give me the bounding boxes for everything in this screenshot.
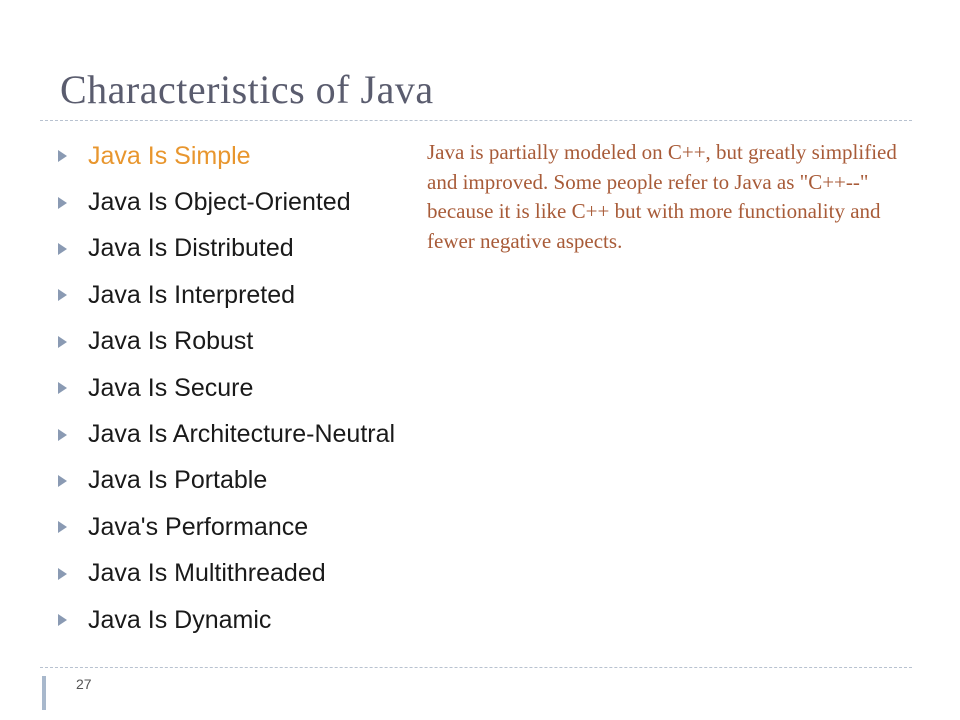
bullet-item <box>56 458 395 504</box>
page-number: 27 <box>76 676 92 692</box>
footer-accent-bar <box>42 676 46 710</box>
bullet-item <box>56 365 395 411</box>
bullet-item <box>56 411 395 457</box>
bullet-item <box>56 179 395 225</box>
bullet-text: Java Is Robust <box>88 327 254 356</box>
bullet-text: Java's Performance <box>88 512 309 541</box>
triangle-right-icon <box>58 289 67 301</box>
triangle-right-icon <box>58 475 67 487</box>
bullet-text: Java Is Simple <box>88 141 251 170</box>
triangle-right-icon <box>58 150 67 162</box>
bullet-text: Java Is Distributed <box>88 234 294 263</box>
slide-title: Characteristics of Java <box>60 67 434 112</box>
explanation-note: Java is partially modeled on C++, but greatly simplified and improved. Some people refer to Java as "C++--" because it is like C++ but with more functionality and fewer negative aspects. <box>427 140 897 253</box>
triangle-right-icon <box>58 429 67 441</box>
bullet-text: Java Is Interpreted <box>88 280 296 309</box>
bullet-text: Java Is Architecture-Neutral <box>88 420 396 449</box>
bullet-text: Java Is Object-Oriented <box>88 188 351 217</box>
bullet-item <box>56 551 395 597</box>
bullet-item <box>56 504 395 550</box>
bullet-item <box>56 597 395 643</box>
top-divider <box>40 120 912 121</box>
bottom-divider <box>40 667 912 668</box>
bullet-item <box>56 133 395 179</box>
bullet-item <box>56 272 395 318</box>
bullet-item <box>56 319 395 365</box>
bullet-item <box>56 226 395 272</box>
bullet-text: Java Is Portable <box>88 466 268 495</box>
bullet-text: Java Is Multithreaded <box>88 559 326 588</box>
triangle-right-icon <box>58 614 67 626</box>
bullet-text: Java Is Dynamic <box>88 605 272 634</box>
triangle-right-icon <box>58 382 67 394</box>
triangle-right-icon <box>58 336 67 348</box>
triangle-right-icon <box>58 568 67 580</box>
triangle-right-icon <box>58 243 67 255</box>
bullet-text: Java Is Secure <box>88 373 254 402</box>
triangle-right-icon <box>58 521 67 533</box>
triangle-right-icon <box>58 197 67 209</box>
bullet-list <box>56 133 395 643</box>
